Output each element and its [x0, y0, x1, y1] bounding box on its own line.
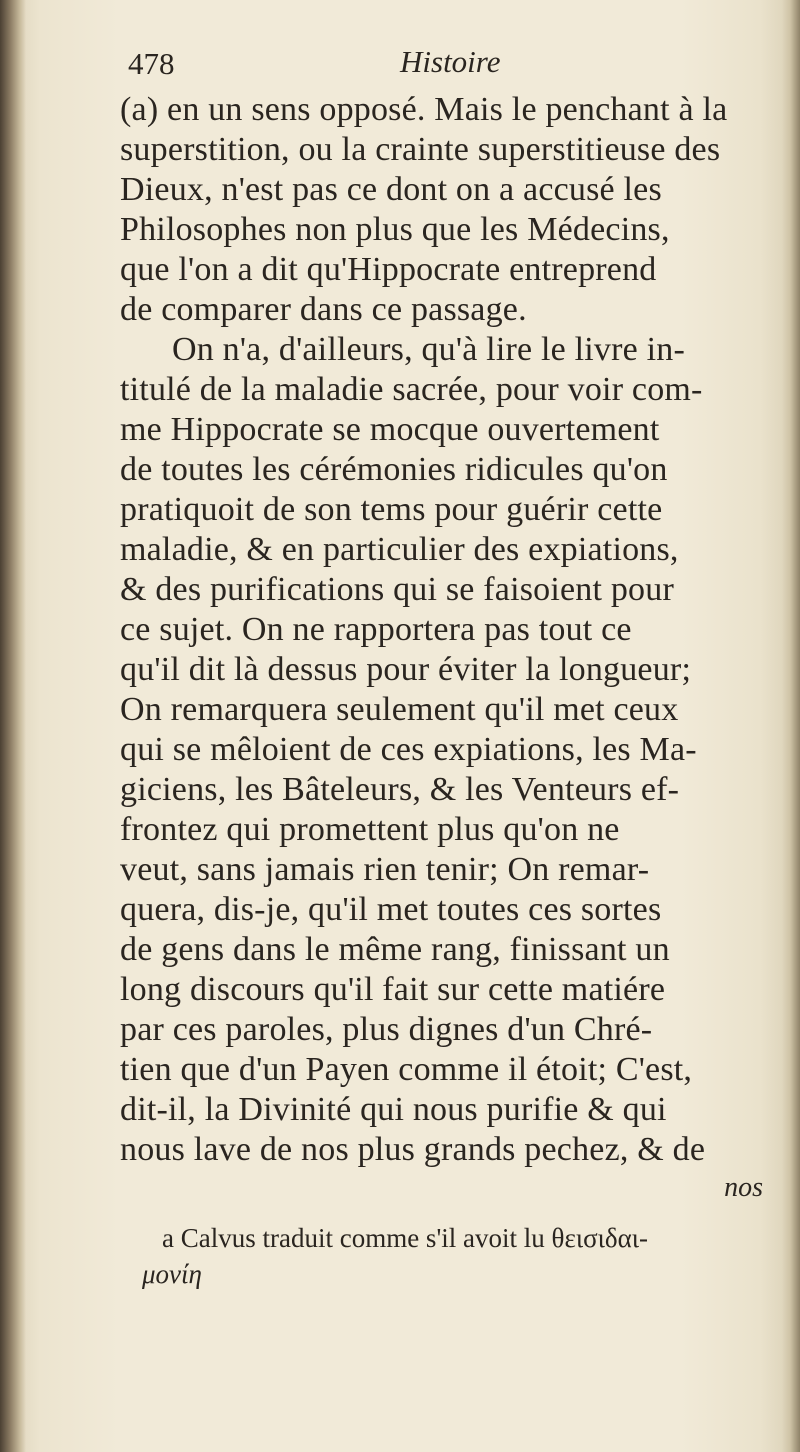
text-line: Philosophes non plus que les Médecins, — [120, 211, 670, 248]
footnote — [120, 1220, 775, 1292]
text-line: & des purifications qui se faisoient pour — [120, 571, 674, 608]
footnote-line: μονίη — [142, 1259, 202, 1289]
page-header — [120, 40, 775, 90]
text-line: On remarquera seulement qu'il met ceux — [120, 691, 679, 728]
text-line: ce sujet. On ne rapportera pas tout ce — [120, 611, 632, 648]
text-line: superstition, ou la crainte superstitieuse des — [120, 131, 721, 168]
body-text — [120, 90, 775, 1170]
text-line: frontez qui promettent plus qu'on ne — [120, 811, 620, 848]
footnote-separator — [120, 1206, 775, 1220]
text-line: nous lave de nos plus grands pechez, & de — [120, 1131, 706, 1168]
text-line: que l'on a dit qu'Hippocrate entreprend — [120, 251, 657, 288]
page-content — [120, 40, 775, 1292]
text-line: de comparer dans ce passage. — [120, 291, 527, 328]
text-line: de gens dans le même rang, finissant un — [120, 931, 670, 968]
text-line: On n'a, d'ailleurs, qu'à lire le livre in- — [172, 331, 686, 368]
text-line: (a) en un sens opposé. Mais le penchant à la — [120, 91, 728, 128]
page-number: 478 — [128, 46, 175, 81]
text-line: veut, sans jamais rien tenir; On remar- — [120, 851, 650, 888]
text-line: tien que d'un Payen comme il étoit; C'est, — [120, 1051, 693, 1088]
text-line: pratiquoit de son tems pour guérir cette — [120, 491, 663, 528]
text-line: giciens, les Bâteleurs, & les Venteurs ef- — [120, 771, 680, 808]
page-edge-shadow — [782, 0, 800, 1452]
text-line: qui se mêloient de ces expiations, les Ma- — [120, 731, 697, 768]
text-line: me Hippocrate se mocque ouvertement — [120, 411, 660, 448]
binding-shadow — [0, 0, 26, 1452]
running-head: Histoire — [400, 44, 501, 79]
text-line: dit-il, la Divinité qui nous purifie & qui — [120, 1091, 667, 1128]
text-line: par ces paroles, plus dignes d'un Chré- — [120, 1011, 653, 1048]
footnote-line: a Calvus traduit comme s'il avoit lu θεισιδαι- — [162, 1223, 649, 1253]
text-line: maladie, & en particulier des expiations, — [120, 531, 679, 568]
text-line: de toutes les cérémonies ridicules qu'on — [120, 451, 668, 488]
text-line: Dieux, n'est pas ce dont on a accusé les — [120, 171, 662, 208]
text-line: qu'il dit là dessus pour éviter la longueur; — [120, 651, 692, 688]
text-line: quera, dis-je, qu'il met toutes ces sortes — [120, 891, 662, 928]
text-line: titulé de la maladie sacrée, pour voir com- — [120, 371, 703, 408]
text-line: long discours qu'il fait sur cette matiére — [120, 971, 666, 1008]
catchword: nos — [724, 1172, 763, 1203]
